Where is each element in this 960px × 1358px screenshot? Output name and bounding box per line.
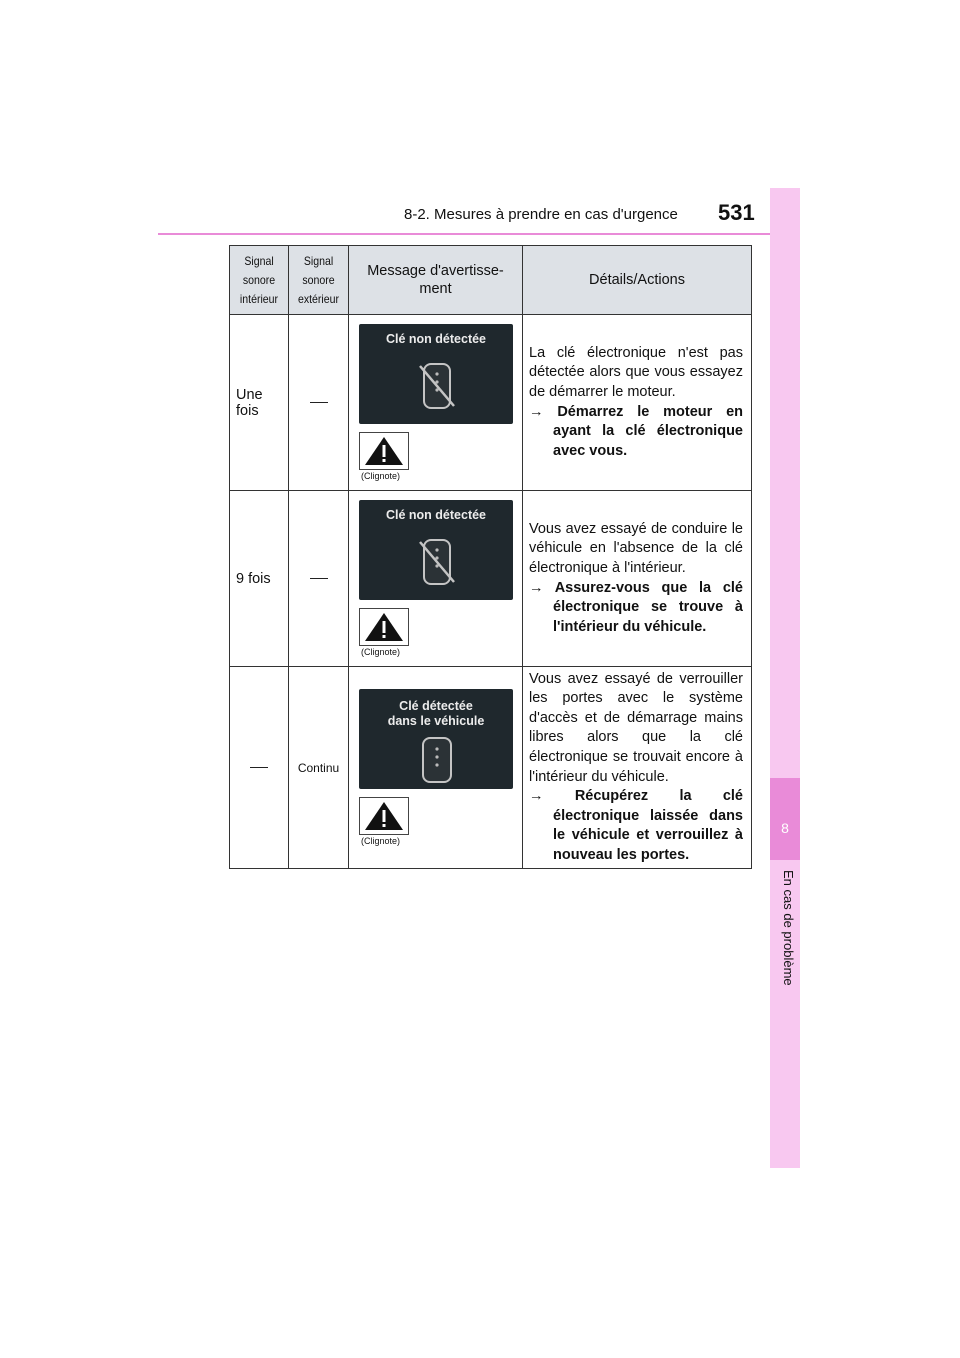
detail-text: Vous avez essayé de conduire le véhicule en l'absence de la clé électronique à l'intérieur.	[529, 520, 743, 576]
header-text: sonore	[242, 272, 276, 287]
table-row	[230, 667, 752, 869]
interior-signal-cell	[230, 491, 289, 667]
header-text: Message d'avertisse-	[367, 263, 504, 279]
warning-triangle-icon	[363, 800, 405, 832]
chapter-number: 8	[781, 820, 789, 836]
flash-label: (Clignote)	[361, 836, 401, 846]
dash-mark	[310, 402, 328, 403]
header-details: Détails/Actions	[523, 246, 752, 315]
dash-mark	[310, 578, 328, 579]
display-screen	[359, 500, 513, 600]
action-text	[529, 579, 743, 638]
detail-text: Vous avez essayé de verrouiller les portes avec le système d'accès et de démarrage mains libres alors que la clé électronique se trouvait encore à l'intérieur du véhicule.	[529, 670, 743, 785]
page-number: 531	[718, 200, 755, 225]
exterior-signal-cell: Continu	[289, 667, 349, 869]
action-text	[529, 403, 743, 462]
screen-message: Clé non détectée	[385, 508, 487, 522]
key-fob-icon	[419, 735, 455, 785]
table-header-row	[230, 246, 752, 315]
details-cell	[523, 667, 752, 869]
header-text: extérieur	[297, 291, 340, 306]
key-crossed-icon	[415, 534, 459, 590]
table-row	[230, 491, 752, 667]
interior-signal-text: Une	[236, 386, 263, 403]
header-rule	[158, 233, 800, 235]
header-text: sonore	[302, 272, 335, 287]
warning-triangle-icon	[363, 435, 405, 467]
arrow-icon: →	[529, 788, 575, 805]
flash-label: (Clignote)	[361, 647, 401, 657]
key-crossed-icon	[415, 358, 459, 414]
details-cell	[523, 315, 752, 491]
action-label: Récupérez la clé électronique laissée dans le véhicule et verrouillez à nouveau les portes.	[553, 788, 743, 863]
detail-text: La clé électronique n'est pas détectée alors que vous essayez de démarrer le moteur.	[529, 344, 743, 400]
arrow-icon: →	[529, 403, 558, 420]
display-screen	[359, 324, 513, 424]
header-message	[349, 246, 523, 315]
header-text: ment	[419, 281, 452, 297]
interior-signal-text: 9 fois	[236, 570, 271, 587]
header-text: Signal	[244, 253, 274, 268]
screen-message: Clé non détectée	[385, 332, 487, 346]
header-interior-signal	[230, 246, 289, 315]
action-label: Démarrez le moteur en ayant la clé électronique avec vous.	[553, 403, 743, 459]
interior-signal-cell	[230, 315, 289, 491]
warning-message-cell	[349, 315, 523, 491]
chapter-title: En cas de problème	[781, 870, 796, 986]
display-screen	[359, 689, 513, 789]
warning-light	[359, 432, 409, 470]
header-text: Signal	[303, 253, 334, 268]
screen-message: dans le véhicule	[387, 714, 485, 728]
screen-message: Clé détectée	[399, 699, 473, 713]
interior-signal-cell	[230, 667, 289, 869]
dash-mark	[250, 767, 268, 768]
action-text	[529, 787, 743, 865]
exterior-signal-cell	[289, 315, 349, 491]
warning-light	[359, 797, 409, 835]
warning-triangle-icon	[363, 611, 405, 643]
warning-message-cell	[349, 667, 523, 869]
header-text: intérieur	[239, 291, 279, 306]
header-exterior-signal	[289, 246, 349, 315]
warning-message-cell	[349, 491, 523, 667]
warning-light	[359, 608, 409, 646]
chapter-tab-strip	[770, 188, 800, 1168]
interior-signal-text: fois	[236, 402, 259, 419]
table-row	[230, 315, 752, 491]
arrow-icon: →	[529, 579, 555, 596]
action-label: Assurez-vous que la clé électronique se trouve à l'intérieur du véhicule.	[553, 579, 744, 635]
exterior-signal-cell	[289, 491, 349, 667]
section-title: 8-2. Mesures à prendre en cas d'urgence	[404, 206, 678, 223]
details-cell	[523, 491, 752, 667]
warning-table	[229, 245, 752, 869]
flash-label: (Clignote)	[361, 471, 401, 481]
chapter-number-box	[770, 778, 800, 860]
